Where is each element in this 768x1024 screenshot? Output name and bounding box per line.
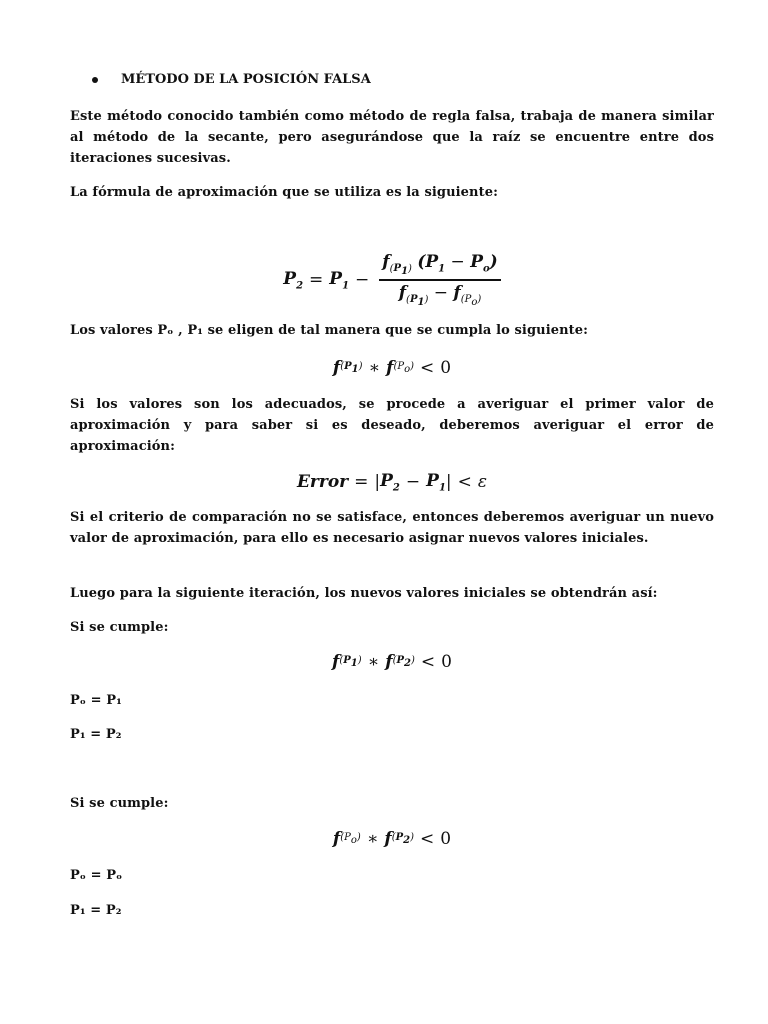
main-formula: $P_2$ = $P_1$ − $\frac{f_{(P_1)} (P_1 - P_o)}{f_{(P_1)} - f_{(P_o)}}$ xyxy=(70,252,714,308)
case1-assign-2: P₁ = P₂ xyxy=(70,727,122,742)
next-iteration-text: Luego para la siguiente iteración, los nuevos valores iniciales se obtendrán así: xyxy=(70,586,658,601)
case2-label: Si se cumple: xyxy=(70,796,169,811)
case2-formula: f $(P_o)$ ∗ f $(P_2)$ < 0 xyxy=(332,829,452,849)
bullet-icon xyxy=(92,77,98,83)
values-intro: Los valores Pₒ , P₁ se eligen de tal manera que se cumpla lo siguiente: xyxy=(70,323,589,338)
condition-formula: f $(P_1)$ ∗ f $(P_o)$ < 0 xyxy=(332,358,452,378)
case1-label: Si se cumple: xyxy=(70,620,169,635)
case1-assign-1: Pₒ = P₁ xyxy=(70,693,122,708)
formula-intro: La fórmula de aproximación que se utiliza es la siguiente: xyxy=(70,185,498,200)
case2-assign-2: P₁ = P₂ xyxy=(70,903,122,918)
adequate-paragraph: Si los valores son los adecuados, se procede a averiguar el primer valor de aproximación y para saber si es deseado, deberemos averiguar el error de aproximación: xyxy=(70,397,714,454)
case2-assign-1: Pₒ = Pₒ xyxy=(70,868,123,883)
error-formula: Error = | $P_2$ − $P_1$ | < ε xyxy=(296,470,488,494)
case1-formula: f $(P_1)$ ∗ f $(P_2)$ < 0 xyxy=(332,652,452,672)
section-title: MÉTODO DE LA POSICIÓN FALSA xyxy=(121,72,371,87)
intro-paragraph: Este método conocido también como método de regla falsa, trabaja de manera similar al método de la secante, pero asegurándose que la raíz se encuentre entre dos iteraciones sucesivas. xyxy=(70,109,714,166)
section-heading xyxy=(70,72,714,87)
criterion-paragraph: Si el criterio de comparación no se satisface, entonces deberemos averiguar un nuevo valor de aproximación, para ello es necesario asignar nuevos valores iniciales. xyxy=(70,510,714,546)
